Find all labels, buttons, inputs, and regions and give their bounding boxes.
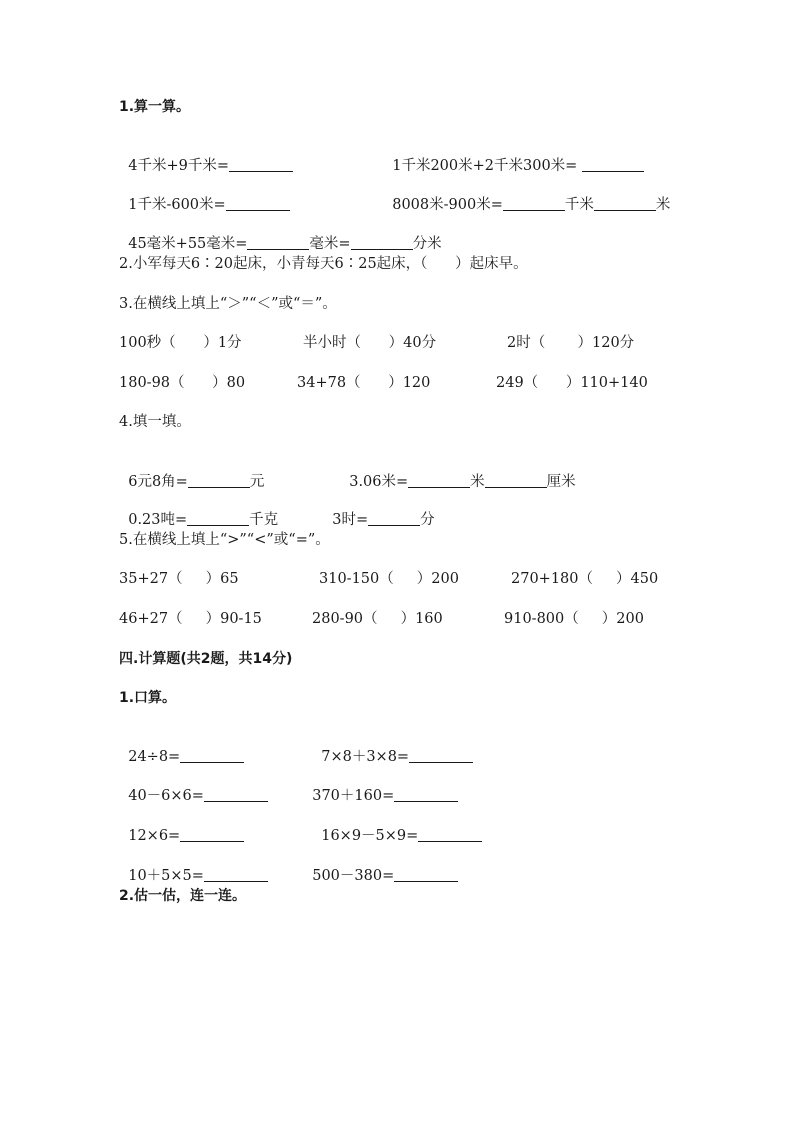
q1-title: 1.算一算。 bbox=[119, 99, 191, 115]
answer-blank[interactable] bbox=[394, 867, 458, 882]
calc-expr: 40－6×6= bbox=[128, 788, 204, 804]
answer-blank[interactable] bbox=[418, 827, 482, 842]
q3-r1-c3: 2时（ ）120分 bbox=[507, 335, 635, 351]
answer-blank[interactable] bbox=[503, 196, 565, 211]
unit-label: 分米 bbox=[412, 236, 442, 252]
calc1-r3-right bbox=[312, 806, 482, 846]
calc-expr: 12×6= bbox=[128, 828, 181, 844]
q3-r1-c2: 半小时（ ）40分 bbox=[303, 335, 437, 351]
calc1-r3-left bbox=[119, 806, 244, 846]
calc1-r2-right bbox=[303, 766, 458, 806]
q4-row2-right bbox=[323, 490, 435, 530]
answer-blank[interactable] bbox=[485, 473, 547, 488]
q4-expr: 6元8角= bbox=[128, 474, 188, 490]
q3-r2-c3: 249（ ）110+140 bbox=[496, 375, 648, 391]
q1-expr: 8008米-900米= bbox=[392, 197, 503, 213]
q1-expr: 1千米200米+2千米300米= bbox=[392, 158, 582, 174]
answer-blank[interactable] bbox=[188, 473, 250, 488]
unit-label: 厘米 bbox=[546, 474, 576, 490]
calc1-r1-left bbox=[119, 727, 244, 767]
answer-blank[interactable] bbox=[180, 748, 244, 763]
unit-label: 千克 bbox=[249, 512, 279, 528]
q3-r2-c2: 34+78（ ）120 bbox=[297, 375, 431, 391]
section4-title: 四.计算题(共2题，共14分) bbox=[119, 651, 293, 667]
answer-blank[interactable] bbox=[409, 748, 473, 763]
answer-blank[interactable] bbox=[247, 235, 309, 250]
q5-r2-c2: 280-90（ ）160 bbox=[312, 611, 443, 627]
unit-label: 米 bbox=[655, 197, 671, 213]
q4-expr: 0.23吨= bbox=[128, 512, 188, 528]
q5-r2-c1: 46+27（ ）90-15 bbox=[119, 611, 262, 627]
answer-blank[interactable] bbox=[368, 511, 420, 526]
q5-r1-c3: 270+180（ ）450 bbox=[511, 571, 659, 587]
calc1-r1-right bbox=[312, 727, 473, 767]
answer-blank[interactable] bbox=[408, 473, 470, 488]
unit-label: 元 bbox=[249, 474, 265, 490]
q1-row1-right bbox=[383, 136, 644, 176]
calc-expr: 24÷8= bbox=[128, 749, 181, 765]
answer-blank[interactable] bbox=[394, 787, 458, 802]
unit-label: 米 bbox=[470, 474, 485, 490]
calc-expr: 16×9－5×9= bbox=[321, 828, 419, 844]
calc-expr: 7×8＋3×8= bbox=[321, 749, 410, 765]
q5-title: 5.在横线上填上“>”“<”或“=”。 bbox=[119, 532, 330, 548]
q1-row3 bbox=[119, 214, 442, 254]
calc-expr: 370＋160= bbox=[312, 788, 395, 804]
answer-blank[interactable] bbox=[180, 827, 244, 842]
q4-row1-left bbox=[119, 452, 264, 492]
answer-blank[interactable] bbox=[204, 787, 268, 802]
calc1-r4-left bbox=[119, 846, 268, 886]
answer-blank[interactable] bbox=[226, 196, 290, 211]
q1-expr: 4千米+9千米= bbox=[128, 158, 229, 174]
calc1-title: 1.口算。 bbox=[119, 690, 177, 706]
q4-row2-left bbox=[119, 490, 278, 530]
unit-label: 千米 bbox=[564, 197, 594, 213]
answer-blank[interactable] bbox=[582, 157, 644, 172]
q3-r2-c1: 180-98（ ）80 bbox=[119, 375, 246, 391]
answer-blank[interactable] bbox=[229, 157, 293, 172]
q3-r1-c1: 100秒（ ）1分 bbox=[119, 335, 242, 351]
q1-row2-right bbox=[383, 175, 670, 215]
q5-r1-c2: 310-150（ ）200 bbox=[319, 571, 459, 587]
calc1-r4-right bbox=[303, 846, 458, 886]
calc-expr: 10＋5×5= bbox=[128, 868, 204, 884]
q2-text: 2.小军每天6∶20起床，小青每天6∶25起床，（ ）起床早。 bbox=[119, 256, 528, 272]
q1-row1-left bbox=[119, 136, 293, 176]
answer-blank[interactable] bbox=[594, 196, 656, 211]
q3-title: 3.在横线上填上“＞”“＜”或“＝”。 bbox=[119, 296, 337, 312]
q5-r2-c3: 910-800（ ）200 bbox=[504, 611, 644, 627]
q5-r1-c1: 35+27（ ）65 bbox=[119, 571, 239, 587]
answer-blank[interactable] bbox=[204, 867, 268, 882]
q1-expr: 45毫米+55毫米= bbox=[128, 236, 248, 252]
q4-row1-right bbox=[340, 452, 576, 492]
q4-expr: 3.06米= bbox=[349, 474, 409, 490]
unit-label: 毫米= bbox=[309, 236, 351, 252]
calc2-title: 2.估一估，连一连。 bbox=[119, 888, 247, 904]
calc1-r2-left bbox=[119, 766, 268, 806]
q4-title: 4.填一填。 bbox=[119, 414, 191, 430]
answer-blank[interactable] bbox=[187, 511, 249, 526]
answer-blank[interactable] bbox=[351, 235, 413, 250]
q1-expr: 1千米-600米= bbox=[128, 197, 226, 213]
q4-expr: 3时= bbox=[332, 512, 369, 528]
q1-row2-left bbox=[119, 175, 290, 215]
calc-expr: 500－380= bbox=[312, 868, 395, 884]
unit-label: 分 bbox=[420, 512, 435, 528]
